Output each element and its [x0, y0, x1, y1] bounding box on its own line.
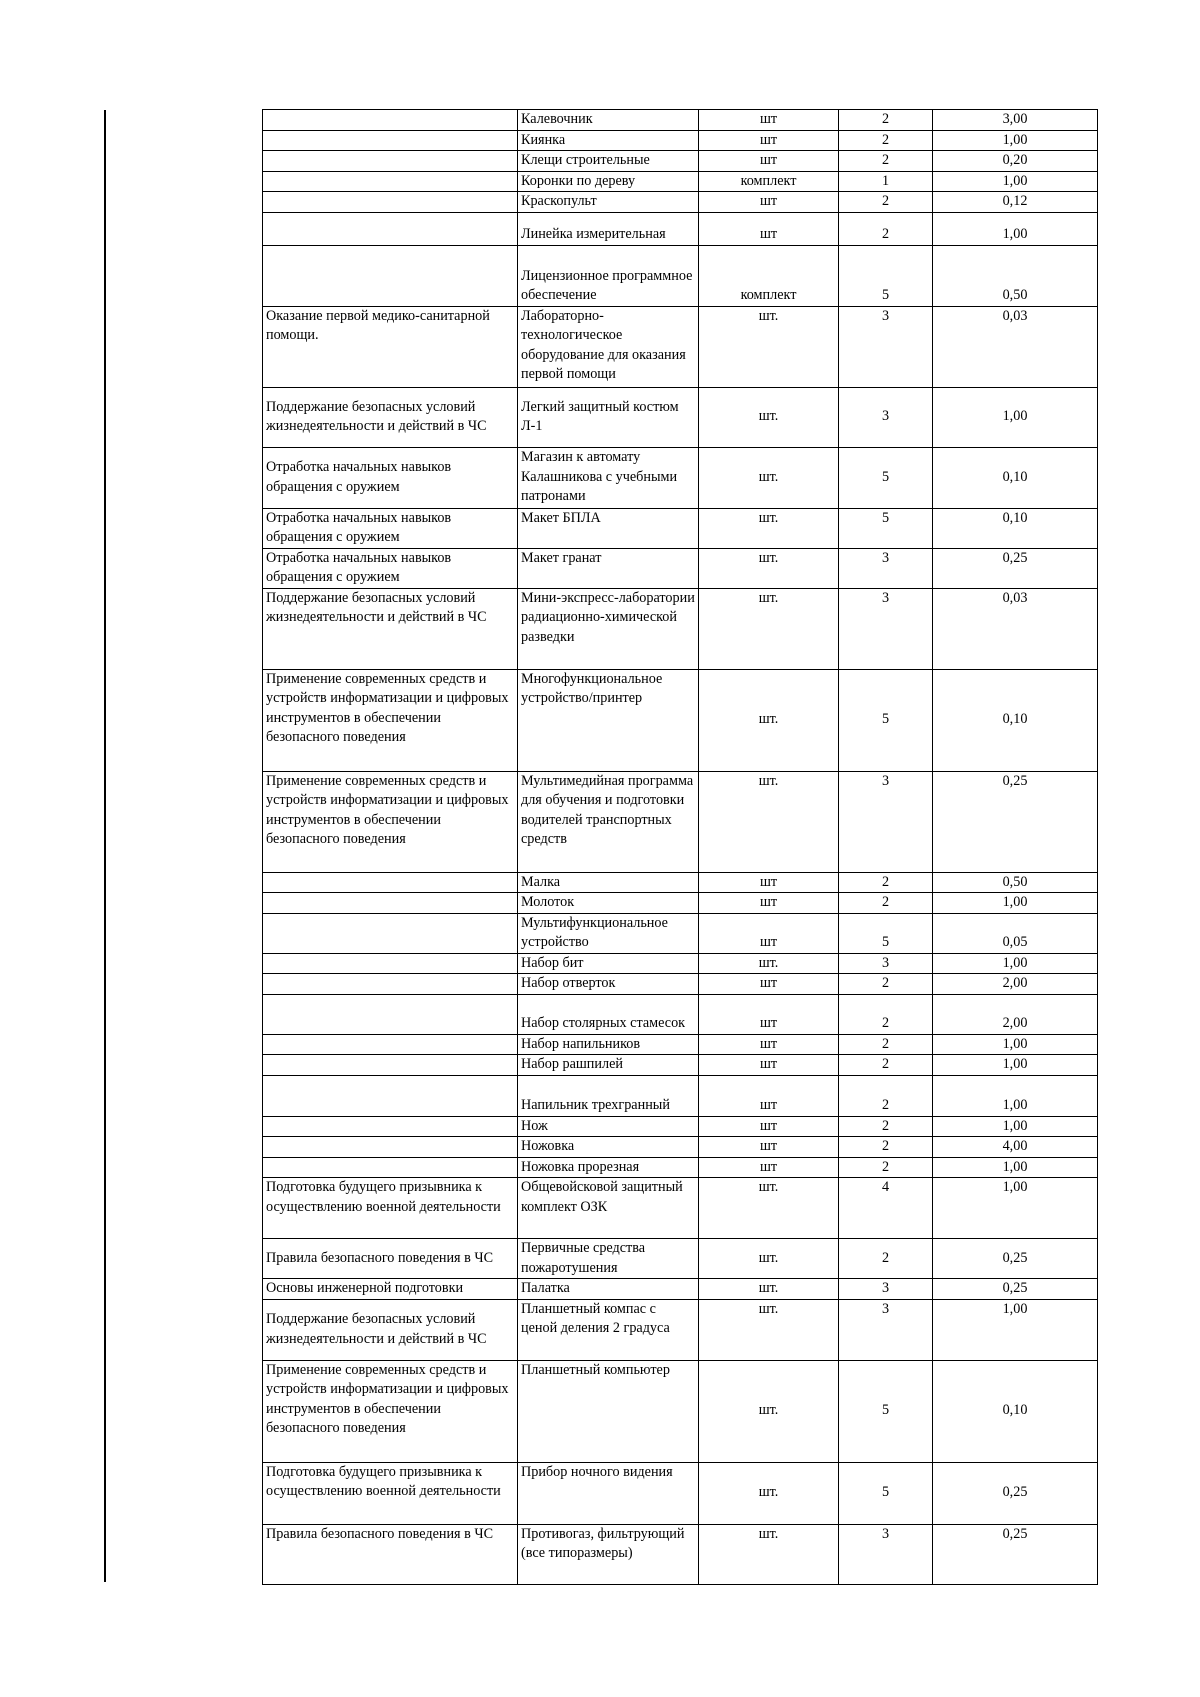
- table-row: [263, 893, 1098, 914]
- item-name-cell: Коронки по дереву: [518, 171, 699, 192]
- unit-cell: шт: [699, 1157, 839, 1178]
- norm-cell: 1,00: [933, 1116, 1098, 1137]
- item-name-cell: Набор столярных стамесок: [518, 994, 699, 1034]
- table-row: [263, 1178, 1098, 1239]
- quantity-cell: 2: [839, 192, 933, 213]
- norm-cell: 1,00: [933, 953, 1098, 974]
- unit-cell: шт.: [699, 1462, 839, 1524]
- norm-cell: 0,12: [933, 192, 1098, 213]
- item-name-cell: Макет гранат: [518, 548, 699, 588]
- table-row: [263, 245, 1098, 306]
- item-name-cell: Планшетный компас с ценой деления 2 градуса: [518, 1299, 699, 1360]
- equipment-table: [262, 109, 1098, 1585]
- norm-cell: 2,00: [933, 974, 1098, 995]
- norm-cell: 1,00: [933, 893, 1098, 914]
- quantity-cell: 5: [839, 1360, 933, 1462]
- table-row: [263, 953, 1098, 974]
- area-cell: Применение современных средств и устройств информатизации и цифровых инструментов в обеспечении безопасного поведения: [263, 771, 518, 872]
- item-name-cell: Прибор ночного видения: [518, 1462, 699, 1524]
- area-cell: [263, 872, 518, 893]
- item-name-cell: Легкий защитный костюм Л-1: [518, 387, 699, 447]
- quantity-cell: 3: [839, 1299, 933, 1360]
- item-name-cell: Набор отверток: [518, 974, 699, 995]
- unit-cell: шт.: [699, 447, 839, 508]
- quantity-cell: 2: [839, 1055, 933, 1076]
- quantity-cell: 3: [839, 953, 933, 974]
- unit-cell: шт: [699, 192, 839, 213]
- norm-cell: 1,00: [933, 1055, 1098, 1076]
- norm-cell: 1,00: [933, 1034, 1098, 1055]
- unit-cell: шт: [699, 1116, 839, 1137]
- table-row: [263, 1157, 1098, 1178]
- area-cell: [263, 171, 518, 192]
- norm-cell: 0,20: [933, 151, 1098, 172]
- table-row: [263, 447, 1098, 508]
- norm-cell: 1,00: [933, 1299, 1098, 1360]
- norm-cell: 0,10: [933, 447, 1098, 508]
- unit-cell: шт.: [699, 508, 839, 548]
- unit-cell: шт.: [699, 1524, 839, 1584]
- unit-cell: шт.: [699, 1279, 839, 1300]
- norm-cell: 0,25: [933, 1239, 1098, 1279]
- item-name-cell: Многофункциональное устройство/принтер: [518, 669, 699, 771]
- norm-cell: 0,25: [933, 548, 1098, 588]
- norm-cell: 1,00: [933, 1157, 1098, 1178]
- quantity-cell: 5: [839, 669, 933, 771]
- area-cell: Отработка начальных навыков обращения с оружием: [263, 447, 518, 508]
- table-row: [263, 588, 1098, 669]
- unit-cell: шт: [699, 893, 839, 914]
- item-name-cell: Клещи строительные: [518, 151, 699, 172]
- norm-cell: 0,10: [933, 1360, 1098, 1462]
- item-name-cell: Ножовка прорезная: [518, 1157, 699, 1178]
- table-row: [263, 872, 1098, 893]
- norm-cell: 1,00: [933, 1178, 1098, 1239]
- item-name-cell: Планшетный компьютер: [518, 1360, 699, 1462]
- table-row: [263, 192, 1098, 213]
- quantity-cell: 2: [839, 1034, 933, 1055]
- quantity-cell: 2: [839, 1239, 933, 1279]
- area-cell: [263, 130, 518, 151]
- table-row: [263, 1034, 1098, 1055]
- quantity-cell: 2: [839, 1075, 933, 1116]
- area-cell: Применение современных средств и устройств информатизации и цифровых инструментов в обеспечении безопасного поведения: [263, 1360, 518, 1462]
- table-row: [263, 306, 1098, 387]
- item-name-cell: Противогаз, фильтрующий (все типоразмеры): [518, 1524, 699, 1584]
- quantity-cell: 3: [839, 1524, 933, 1584]
- norm-cell: 0,03: [933, 306, 1098, 387]
- area-cell: Подготовка будущего призывника к осуществлению военной деятельности: [263, 1178, 518, 1239]
- table-row: [263, 130, 1098, 151]
- quantity-cell: 4: [839, 1178, 933, 1239]
- item-name-cell: Палатка: [518, 1279, 699, 1300]
- page-margin-line: [104, 110, 106, 1582]
- norm-cell: 1,00: [933, 171, 1098, 192]
- area-cell: [263, 994, 518, 1034]
- unit-cell: шт: [699, 212, 839, 245]
- norm-cell: 4,00: [933, 1137, 1098, 1158]
- table-row: [263, 1137, 1098, 1158]
- area-cell: [263, 245, 518, 306]
- unit-cell: шт.: [699, 1239, 839, 1279]
- quantity-cell: 5: [839, 1462, 933, 1524]
- item-name-cell: Мини-экспресс-лаборатории радиационно-химической разведки: [518, 588, 699, 669]
- quantity-cell: 2: [839, 1116, 933, 1137]
- item-name-cell: Ножовка: [518, 1137, 699, 1158]
- table-row: [263, 913, 1098, 953]
- quantity-cell: 2: [839, 1157, 933, 1178]
- table-row: [263, 171, 1098, 192]
- quantity-cell: 3: [839, 1279, 933, 1300]
- table-row: [263, 994, 1098, 1034]
- quantity-cell: 2: [839, 130, 933, 151]
- unit-cell: шт: [699, 994, 839, 1034]
- area-cell: [263, 1116, 518, 1137]
- table-row: [263, 1462, 1098, 1524]
- unit-cell: шт.: [699, 548, 839, 588]
- quantity-cell: 5: [839, 913, 933, 953]
- table-row: [263, 1116, 1098, 1137]
- quantity-cell: 2: [839, 151, 933, 172]
- equipment-table-body: [263, 110, 1098, 1585]
- area-cell: [263, 953, 518, 974]
- area-cell: Поддержание безопасных условий жизнедеятельности и действий в ЧС: [263, 588, 518, 669]
- table-row: [263, 1524, 1098, 1584]
- unit-cell: шт.: [699, 588, 839, 669]
- area-cell: Правила безопасного поведения в ЧС: [263, 1239, 518, 1279]
- norm-cell: 2,00: [933, 994, 1098, 1034]
- area-cell: Отработка начальных навыков обращения с оружием: [263, 548, 518, 588]
- table-row: [263, 151, 1098, 172]
- norm-cell: 0,10: [933, 669, 1098, 771]
- unit-cell: комплект: [699, 245, 839, 306]
- item-name-cell: Калевочник: [518, 110, 699, 131]
- area-cell: Поддержание безопасных условий жизнедеятельности и действий в ЧС: [263, 1299, 518, 1360]
- table-row: [263, 974, 1098, 995]
- quantity-cell: 5: [839, 245, 933, 306]
- unit-cell: шт: [699, 1055, 839, 1076]
- unit-cell: шт.: [699, 1299, 839, 1360]
- norm-cell: 0,03: [933, 588, 1098, 669]
- area-cell: [263, 1034, 518, 1055]
- table-row: [263, 1279, 1098, 1300]
- unit-cell: шт.: [699, 306, 839, 387]
- area-cell: [263, 1075, 518, 1116]
- quantity-cell: 2: [839, 872, 933, 893]
- norm-cell: 0,25: [933, 771, 1098, 872]
- item-name-cell: Лицензионное программное обеспечение: [518, 245, 699, 306]
- unit-cell: шт.: [699, 953, 839, 974]
- unit-cell: шт: [699, 872, 839, 893]
- unit-cell: шт: [699, 110, 839, 131]
- area-cell: [263, 913, 518, 953]
- table-row: [263, 771, 1098, 872]
- unit-cell: шт.: [699, 669, 839, 771]
- table-row: [263, 212, 1098, 245]
- norm-cell: 1,00: [933, 387, 1098, 447]
- quantity-cell: 1: [839, 171, 933, 192]
- item-name-cell: Набор напильников: [518, 1034, 699, 1055]
- quantity-cell: 2: [839, 974, 933, 995]
- norm-cell: 1,00: [933, 1075, 1098, 1116]
- item-name-cell: Нож: [518, 1116, 699, 1137]
- table-row: [263, 1239, 1098, 1279]
- area-cell: Оказание первой медико-санитарной помощи.: [263, 306, 518, 387]
- area-cell: Подготовка будущего призывника к осуществлению военной деятельности: [263, 1462, 518, 1524]
- table-row: [263, 1055, 1098, 1076]
- area-cell: [263, 1055, 518, 1076]
- unit-cell: шт: [699, 130, 839, 151]
- quantity-cell: 2: [839, 994, 933, 1034]
- norm-cell: 3,00: [933, 110, 1098, 131]
- norm-cell: 0,25: [933, 1279, 1098, 1300]
- area-cell: [263, 1137, 518, 1158]
- unit-cell: шт: [699, 974, 839, 995]
- item-name-cell: Набор рашпилей: [518, 1055, 699, 1076]
- quantity-cell: 5: [839, 508, 933, 548]
- table-row: [263, 1299, 1098, 1360]
- table-row: [263, 508, 1098, 548]
- item-name-cell: Молоток: [518, 893, 699, 914]
- unit-cell: шт: [699, 151, 839, 172]
- norm-cell: 0,50: [933, 872, 1098, 893]
- unit-cell: шт: [699, 913, 839, 953]
- item-name-cell: Набор бит: [518, 953, 699, 974]
- item-name-cell: Лабораторно-технологическое оборудование для оказания первой помощи: [518, 306, 699, 387]
- unit-cell: шт.: [699, 771, 839, 872]
- item-name-cell: Мультимедийная программа для обучения и подготовки водителей транспортных средств: [518, 771, 699, 872]
- quantity-cell: 3: [839, 588, 933, 669]
- quantity-cell: 3: [839, 306, 933, 387]
- quantity-cell: 3: [839, 548, 933, 588]
- quantity-cell: 2: [839, 893, 933, 914]
- quantity-cell: 3: [839, 387, 933, 447]
- quantity-cell: 2: [839, 1137, 933, 1158]
- unit-cell: шт: [699, 1075, 839, 1116]
- item-name-cell: Первичные средства пожаротушения: [518, 1239, 699, 1279]
- table-row: [263, 387, 1098, 447]
- area-cell: [263, 192, 518, 213]
- item-name-cell: Линейка измерительная: [518, 212, 699, 245]
- quantity-cell: 2: [839, 212, 933, 245]
- table-row: [263, 1360, 1098, 1462]
- table-row: [263, 669, 1098, 771]
- area-cell: Применение современных средств и устройств информатизации и цифровых инструментов в обеспечении безопасного поведения: [263, 669, 518, 771]
- norm-cell: 0,25: [933, 1462, 1098, 1524]
- item-name-cell: Мультифункциональное устройство: [518, 913, 699, 953]
- area-cell: [263, 893, 518, 914]
- norm-cell: 1,00: [933, 212, 1098, 245]
- quantity-cell: 3: [839, 771, 933, 872]
- unit-cell: комплект: [699, 171, 839, 192]
- norm-cell: 0,10: [933, 508, 1098, 548]
- unit-cell: шт: [699, 1137, 839, 1158]
- area-cell: [263, 212, 518, 245]
- item-name-cell: Магазин к автомату Калашникова с учебными патронами: [518, 447, 699, 508]
- unit-cell: шт: [699, 1034, 839, 1055]
- item-name-cell: Краскопульт: [518, 192, 699, 213]
- unit-cell: шт.: [699, 1178, 839, 1239]
- table-row: [263, 110, 1098, 131]
- norm-cell: 1,00: [933, 130, 1098, 151]
- item-name-cell: Общевойсковой защитный комплект ОЗК: [518, 1178, 699, 1239]
- area-cell: [263, 1157, 518, 1178]
- area-cell: Поддержание безопасных условий жизнедеятельности и действий в ЧС: [263, 387, 518, 447]
- unit-cell: шт.: [699, 387, 839, 447]
- item-name-cell: Напильник трехгранный: [518, 1075, 699, 1116]
- area-cell: Отработка начальных навыков обращения с оружием: [263, 508, 518, 548]
- item-name-cell: Малка: [518, 872, 699, 893]
- norm-cell: 0,05: [933, 913, 1098, 953]
- table-row: [263, 548, 1098, 588]
- quantity-cell: 5: [839, 447, 933, 508]
- area-cell: Правила безопасного поведения в ЧС: [263, 1524, 518, 1584]
- item-name-cell: Макет БПЛА: [518, 508, 699, 548]
- norm-cell: 0,25: [933, 1524, 1098, 1584]
- area-cell: [263, 151, 518, 172]
- item-name-cell: Киянка: [518, 130, 699, 151]
- norm-cell: 0,50: [933, 245, 1098, 306]
- unit-cell: шт.: [699, 1360, 839, 1462]
- quantity-cell: 2: [839, 110, 933, 131]
- table-row: [263, 1075, 1098, 1116]
- area-cell: [263, 110, 518, 131]
- area-cell: Основы инженерной подготовки: [263, 1279, 518, 1300]
- area-cell: [263, 974, 518, 995]
